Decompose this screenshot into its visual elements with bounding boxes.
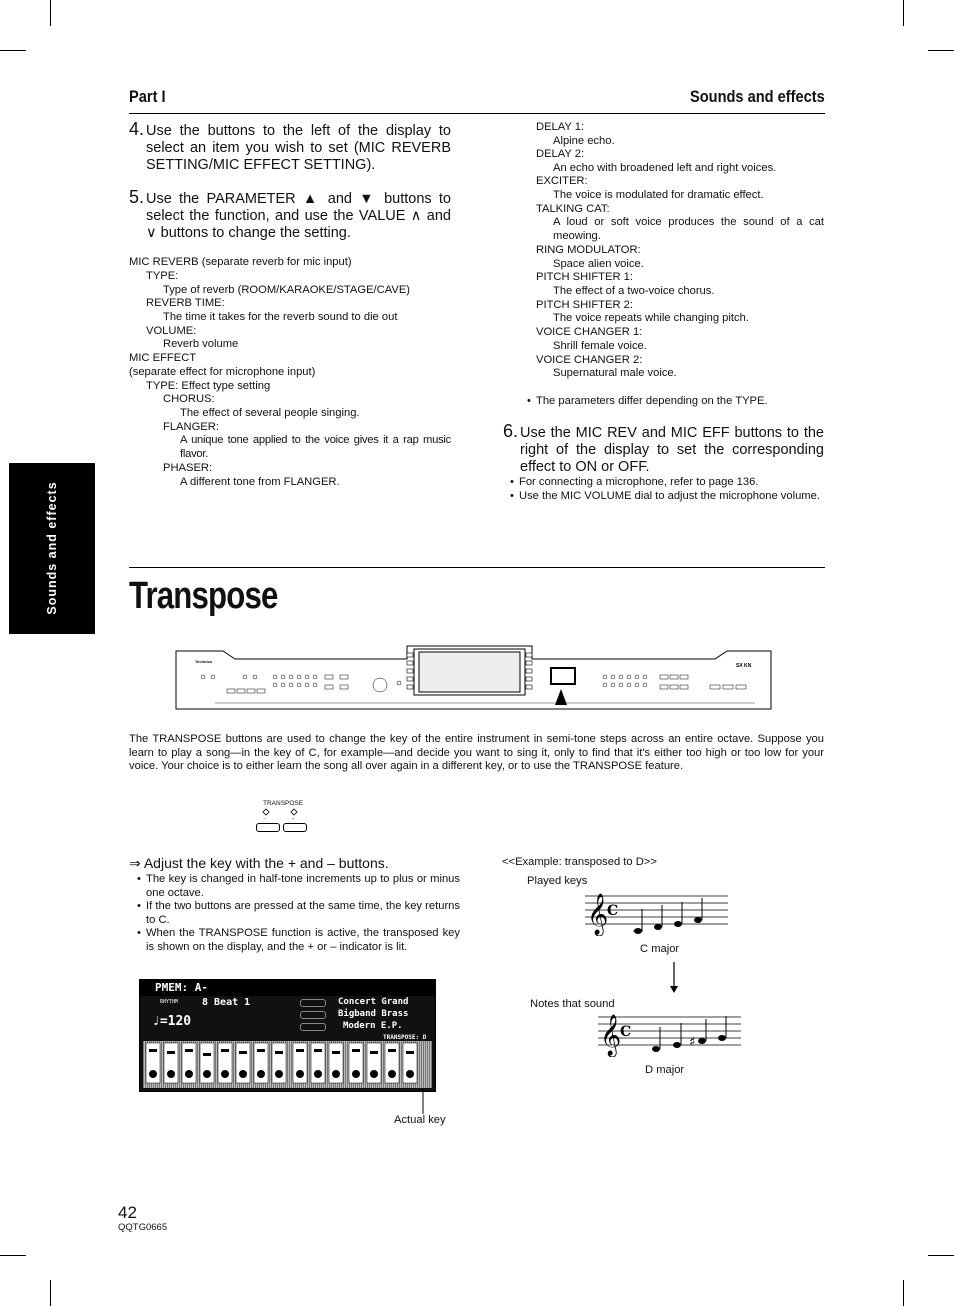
treble-clef-icon: 𝄞 bbox=[587, 894, 609, 935]
bullet-item: • Use the MIC VOLUME dial to adjust the microphone volume. bbox=[510, 490, 824, 504]
list-item: A loud or soft voice produces the sound of a cat meowing. bbox=[553, 216, 824, 242]
list-item: TYPE: Effect type setting bbox=[146, 380, 271, 392]
svg-text:Technics: Technics bbox=[195, 659, 213, 664]
played-keys-label: Played keys bbox=[527, 875, 588, 887]
adjust-instruction: ⇒ Adjust the key with the + and – buttons. bbox=[129, 855, 389, 871]
crop-mark bbox=[0, 50, 26, 51]
svg-text:−: − bbox=[264, 816, 267, 821]
c-major-label: C major bbox=[640, 943, 680, 955]
parameter-note: • The parameters differ depending on the TYPE. bbox=[527, 395, 826, 409]
crop-mark bbox=[903, 0, 904, 26]
crop-mark bbox=[0, 1255, 26, 1256]
list-item: An echo with broadened left and right voices. bbox=[553, 162, 777, 174]
list-item: Type of reverb (ROOM/KARAOKE/STAGE/CAVE) bbox=[163, 284, 411, 296]
transpose-plus-button[interactable] bbox=[283, 823, 307, 832]
list-item: MIC EFFECT bbox=[129, 352, 197, 364]
list-item: RING MODULATOR: bbox=[536, 244, 641, 256]
side-tab bbox=[9, 463, 95, 634]
list-item: The voice is modulated for dramatic effect. bbox=[553, 189, 764, 201]
arrow-down-icon bbox=[667, 962, 681, 994]
list-item: REVERB TIME: bbox=[146, 297, 225, 309]
step-6: 6. Use the MIC REV and MIC EFF buttons to the right of the display to set the corresponding effect to ON or OFF. bbox=[503, 421, 824, 475]
treble-clef-icon: 𝄞 bbox=[600, 1015, 622, 1056]
list-item: The time it takes for the reverb sound to die out bbox=[163, 311, 398, 323]
list-item: (separate effect for microphone input) bbox=[129, 366, 316, 378]
section-label: Sounds and effects bbox=[690, 87, 825, 106]
list-item: CHORUS: bbox=[163, 393, 215, 405]
keyboard-panel-illustration bbox=[175, 645, 772, 711]
list-item: PITCH SHIFTER 1: bbox=[536, 271, 633, 283]
lcd-display bbox=[139, 979, 436, 1092]
lcd-part-button bbox=[300, 1023, 326, 1031]
crop-mark bbox=[928, 50, 954, 51]
crop-mark bbox=[50, 1280, 51, 1306]
list-item: VOICE CHANGER 2: bbox=[536, 354, 643, 366]
step-4: 4. Use the buttons to the left of the display to select an item you wish to set (MIC REVERB SETTING/MIC EFFECT SETTING). bbox=[129, 119, 451, 173]
list-item: Alpine echo. bbox=[553, 135, 615, 147]
side-tab-label: Sounds and effects bbox=[45, 481, 59, 615]
crop-mark bbox=[50, 0, 51, 26]
list-item: TALKING CAT: bbox=[536, 203, 610, 215]
staff-c-major bbox=[585, 888, 730, 936]
example-title: <<Example: transposed to D>> bbox=[502, 856, 657, 868]
list-item: FLANGER: bbox=[163, 421, 219, 433]
bullet-item: • If the two buttons are pressed at the same time, the key returns to C. bbox=[137, 900, 460, 927]
d-major-label: D major bbox=[645, 1064, 685, 1076]
lcd-rhythm: 8 Beat 1 bbox=[202, 997, 251, 1008]
list-item: EXCITER: bbox=[536, 175, 588, 187]
list-item: MIC REVERB (separate reverb for mic input) bbox=[129, 256, 352, 268]
svg-text:+: + bbox=[292, 816, 295, 821]
list-item: DELAY 2: bbox=[536, 148, 585, 160]
list-item: DELAY 1: bbox=[536, 121, 585, 133]
intro-paragraph: The TRANSPOSE buttons are used to change the key of the entire instrument in semi-tone steps across an entire octave. Suppose you learn to play a song—in the key of C, for example—and decide you want to sing it, only to find that it's either too high or too low for your voice. Your choice is to either learn the song all over again in a different key, or to use the TRANSPOSE feature. bbox=[129, 733, 824, 773]
lcd-rhythm-label: RHYTHM bbox=[160, 999, 179, 1005]
common-time-icon: C bbox=[607, 903, 619, 919]
list-item: Reverb volume bbox=[163, 338, 239, 350]
list-item: Space alien voice. bbox=[553, 258, 644, 270]
list-item: The voice repeats while changing pitch. bbox=[553, 312, 749, 324]
lcd-right1: Concert Grand bbox=[338, 997, 409, 1007]
actual-key-leader-line bbox=[418, 1088, 428, 1114]
bullet-item: • For connecting a microphone, refer to page 136. bbox=[510, 476, 824, 490]
list-item: The effect of several people singing. bbox=[180, 407, 360, 419]
bullet-item: • The key is changed in half-tone increments up to plus or minus one octave. bbox=[137, 873, 460, 900]
staff-d-major bbox=[598, 1009, 743, 1057]
transpose-panel-label: TRANSPOSE bbox=[263, 800, 304, 807]
list-item: Shrill female voice. bbox=[553, 340, 647, 352]
crop-mark bbox=[928, 1255, 954, 1256]
list-item: VOICE CHANGER 1: bbox=[536, 326, 643, 338]
list-item: The effect of a two-voice chorus. bbox=[553, 285, 715, 297]
lcd-part-button bbox=[300, 1011, 326, 1019]
page-header bbox=[129, 87, 825, 114]
step-5: 5. Use the PARAMETER ▲ and ▼ buttons to select the function, and use the VALUE ∧ and ∨ buttons to change the setting. bbox=[129, 187, 451, 241]
bullet-item: • When the TRANSPOSE function is active, the transposed key is shown on the display, and the + or – indicator is lit. bbox=[137, 927, 460, 954]
lcd-part-button bbox=[300, 999, 326, 1007]
lcd-right2: Bigband Brass bbox=[338, 1009, 409, 1019]
section-title: Transpose bbox=[129, 575, 278, 617]
sharp-icon: ♯ bbox=[689, 1035, 696, 1050]
document-code: QQTG0665 bbox=[118, 1222, 168, 1233]
list-item: VOLUME: bbox=[146, 325, 197, 337]
lcd-transpose: TRANSPOSE: D bbox=[383, 1034, 427, 1041]
notes-sound-label: Notes that sound bbox=[530, 998, 615, 1010]
list-item: A unique tone applied to the voice gives it a rap music flavor. bbox=[180, 434, 451, 460]
list-item: PITCH SHIFTER 2: bbox=[536, 299, 633, 311]
list-item: PHASER: bbox=[163, 462, 213, 474]
list-item: Supernatural male voice. bbox=[553, 367, 677, 379]
list-item: TYPE: bbox=[146, 270, 179, 282]
svg-text:SX KN: SX KN bbox=[736, 663, 752, 669]
transpose-minus-button[interactable] bbox=[256, 823, 280, 832]
page-number: 42 bbox=[118, 1203, 137, 1222]
actual-key-label: Actual key bbox=[394, 1114, 446, 1126]
lcd-slider-icons bbox=[143, 1041, 432, 1088]
crop-mark bbox=[903, 1280, 904, 1306]
lcd-mode: PMEM: A- bbox=[155, 981, 208, 994]
list-item: A different tone from FLANGER. bbox=[180, 476, 340, 488]
lcd-tempo: ♩=120 bbox=[152, 1014, 192, 1029]
lcd-left: Modern E.P. bbox=[343, 1021, 403, 1031]
section-rule bbox=[129, 567, 825, 568]
part-label: Part I bbox=[129, 87, 166, 106]
common-time-icon: C bbox=[620, 1024, 632, 1040]
